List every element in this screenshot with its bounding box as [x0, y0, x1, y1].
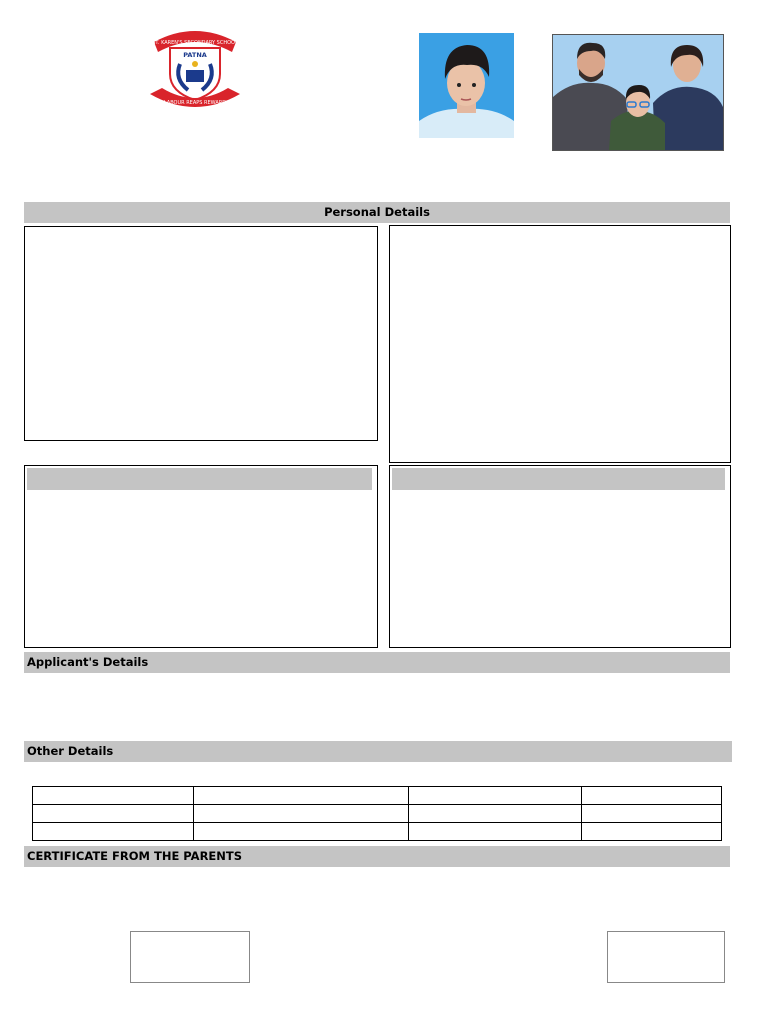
table-row	[33, 823, 722, 841]
table-cell	[194, 787, 409, 805]
logo-motto: LABOUR REAPS REWARD	[163, 100, 227, 106]
applicants-details-header: Applicant's Details	[24, 652, 730, 673]
table-cell	[582, 823, 722, 841]
personal-details-left-box	[24, 226, 378, 441]
table-cell	[194, 805, 409, 823]
personal-details-header: Personal Details	[24, 202, 730, 223]
signature-box-left	[130, 931, 250, 983]
signature-box-right	[607, 931, 725, 983]
other-details-header: Other Details	[24, 741, 732, 762]
other-details-table	[32, 786, 722, 841]
lower-left-box-header	[27, 468, 372, 490]
certificate-header: CERTIFICATE FROM THE PARENTS	[24, 846, 730, 867]
table-cell	[194, 823, 409, 841]
logo-city: PATNA	[183, 51, 207, 59]
table-cell	[409, 823, 582, 841]
table-cell	[409, 787, 582, 805]
family-photo	[552, 34, 724, 151]
table-cell	[33, 823, 194, 841]
personal-details-right-box	[389, 225, 731, 463]
school-logo	[148, 24, 242, 110]
table-row	[33, 805, 722, 823]
table-row	[33, 787, 722, 805]
details-lower-left-box	[24, 465, 378, 648]
table-cell	[582, 805, 722, 823]
table-cell	[582, 787, 722, 805]
child-photo	[419, 33, 514, 138]
details-lower-right-box	[389, 465, 731, 648]
table-cell	[409, 805, 582, 823]
logo-top-text: ST. KAREN'S SECONDARY SCHOOL	[152, 40, 238, 46]
table-cell	[33, 787, 194, 805]
table-cell	[33, 805, 194, 823]
lower-right-box-header	[392, 468, 725, 490]
